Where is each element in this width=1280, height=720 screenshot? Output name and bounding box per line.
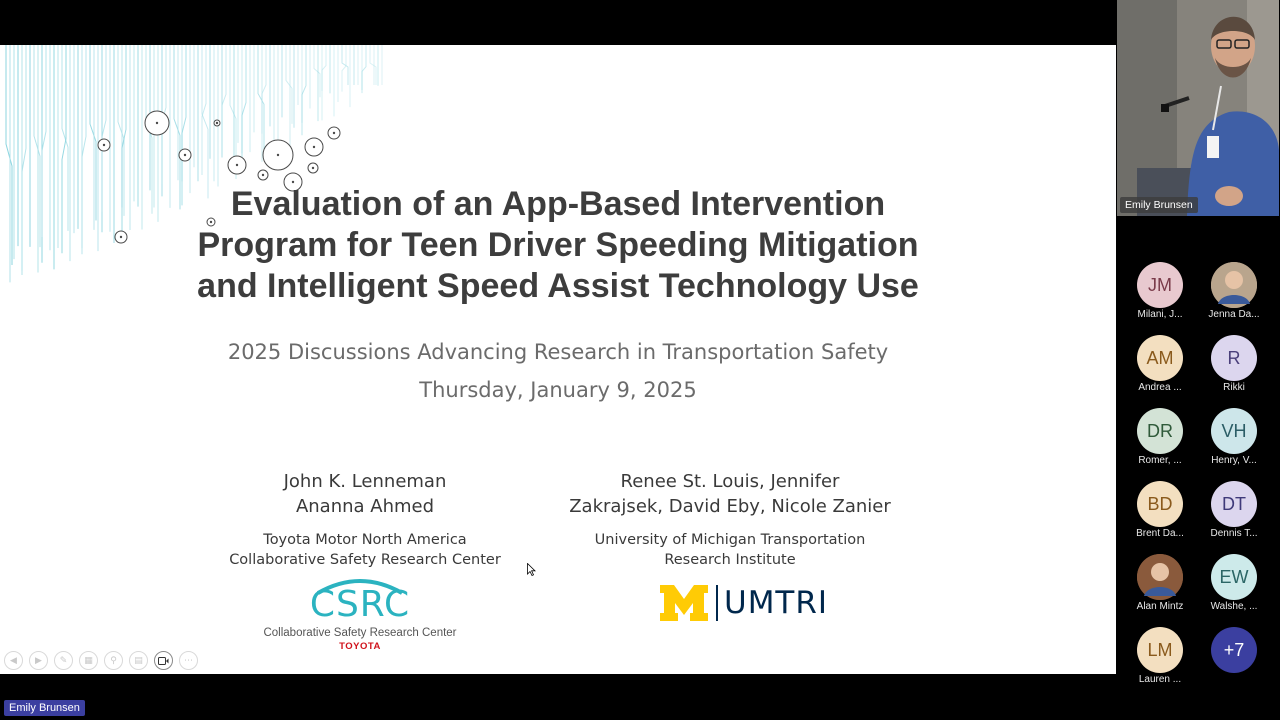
- csrc-logo: [250, 575, 470, 652]
- circuit-node-dot: [216, 122, 218, 124]
- camera-icon[interactable]: [154, 651, 173, 670]
- zoom-icon[interactable]: ⚲: [104, 651, 123, 670]
- author-line: John K. Lenneman: [283, 471, 447, 492]
- left-authors: [215, 469, 515, 519]
- presentation-slide: [0, 45, 1116, 674]
- subtitles-icon[interactable]: ▤: [129, 651, 148, 670]
- circuit-line: [342, 45, 348, 85]
- circuit-node-dot: [184, 154, 186, 156]
- participant-photo: [1211, 262, 1257, 308]
- participant-tile[interactable]: [1197, 554, 1271, 612]
- participants-panel: [1116, 0, 1280, 720]
- circuit-node-dot: [103, 144, 105, 146]
- participant-avatar: BD: [1137, 481, 1183, 527]
- circuit-line: [362, 45, 366, 93]
- csrc-wordmark: CSRC: [309, 584, 411, 625]
- umtri-wordmark: UMTRI: [724, 585, 829, 621]
- participant-avatar: DT: [1211, 481, 1257, 527]
- participant-name: Romer, ...: [1138, 455, 1182, 466]
- pen-icon[interactable]: ✎: [54, 651, 73, 670]
- participant-tile[interactable]: [1197, 262, 1271, 320]
- title-line: and Intelligent Speed Assist Technology Use: [197, 267, 919, 305]
- umtri-logo: [660, 583, 828, 623]
- participant-avatar: +7: [1211, 627, 1257, 673]
- participant-name: Jenna Da...: [1208, 309, 1260, 320]
- author-line: Ananna Ahmed: [295, 496, 435, 517]
- csrc-arc-icon: [310, 575, 410, 595]
- slide-subtitle: 2025 Discussions Advancing Research in Transportation Safety: [227, 340, 889, 364]
- circuit-line: [242, 45, 246, 173]
- circuit-line: [342, 45, 346, 92]
- participant-tile[interactable]: [1197, 335, 1271, 393]
- participant-avatar: DR: [1137, 408, 1183, 454]
- slideshow-toolbar: [4, 651, 198, 670]
- right-institution: [560, 530, 900, 570]
- circuit-line: [258, 45, 264, 153]
- next-icon[interactable]: ▶: [29, 651, 48, 670]
- participant-tile[interactable]: [1123, 554, 1197, 612]
- participant-name: Dennis T...: [1210, 528, 1258, 539]
- speaker-video[interactable]: [1117, 0, 1279, 216]
- participant-avatar: R: [1211, 335, 1257, 381]
- speaker-name-label: Emily Brunsen: [1120, 197, 1198, 213]
- institution-line: Collaborative Safety Research Center: [229, 552, 501, 568]
- circuit-node-dot: [333, 132, 335, 134]
- circuit-node-dot: [277, 154, 279, 156]
- circuit-line: [182, 45, 186, 205]
- circuit-line: [222, 45, 226, 154]
- slides-icon[interactable]: ▦: [79, 651, 98, 670]
- right-authors: [545, 469, 915, 519]
- institution-line: Research Institute: [664, 552, 796, 568]
- participant-name: Henry, V...: [1211, 455, 1257, 466]
- participant-avatar: JM: [1137, 262, 1183, 308]
- participant-name: Brent Da...: [1136, 528, 1184, 539]
- author-line: Renee St. Louis, Jennifer: [620, 471, 840, 492]
- participant-tile[interactable]: [1123, 262, 1197, 320]
- logo-divider: [716, 585, 718, 621]
- circuit-node-dot: [312, 167, 314, 169]
- participant-avatar: LM: [1137, 627, 1183, 673]
- slide-title: [0, 184, 1116, 307]
- block-m-icon: [660, 585, 708, 621]
- person-icon: [1137, 554, 1183, 600]
- participant-tile[interactable]: [1123, 408, 1197, 466]
- csrc-full-name: Collaborative Safety Research Center: [263, 627, 457, 639]
- participant-tile[interactable]: [1123, 481, 1197, 539]
- title-line: Program for Teen Driver Speeding Mitigation: [197, 226, 919, 264]
- circuit-line: [302, 45, 306, 135]
- circuit-node-dot: [262, 174, 264, 176]
- participant-avatar: AM: [1137, 335, 1183, 381]
- person-icon: [1211, 262, 1257, 308]
- circuit-node-dot: [236, 164, 238, 166]
- toyota-wordmark: TOYOTA: [339, 641, 381, 652]
- participant-tile[interactable]: [1197, 481, 1271, 539]
- participant-avatar: EW: [1211, 554, 1257, 600]
- left-institution: [205, 530, 525, 570]
- circuit-node-dot: [313, 146, 315, 148]
- institution-line: University of Michigan Transportation: [594, 532, 866, 548]
- author-line: Zakrajsek, David Eby, Nicole Zanier: [569, 496, 891, 517]
- participant-name: Lauren ...: [1138, 674, 1182, 685]
- circuit-node-dot: [156, 122, 158, 124]
- participant-photo: [1137, 554, 1183, 600]
- circuit-node-dot: [292, 181, 294, 183]
- participant-name: Andrea ...: [1138, 382, 1182, 393]
- institution-line: Toyota Motor North America: [263, 532, 467, 548]
- participant-tile[interactable]: [1123, 335, 1197, 393]
- participant-name: Milani, J...: [1137, 309, 1183, 320]
- participant-name: Walshe, ...: [1210, 601, 1258, 612]
- participant-avatar: VH: [1211, 408, 1257, 454]
- title-line: Evaluation of an App-Based Intervention: [230, 185, 886, 223]
- participant-tile[interactable]: [1197, 627, 1271, 673]
- circuit-line: [286, 45, 292, 124]
- slide-date: Thursday, January 9, 2025: [419, 378, 697, 402]
- previous-icon[interactable]: ◀: [4, 651, 23, 670]
- mouse-cursor-icon: [527, 563, 536, 576]
- circuit-line: [370, 45, 376, 85]
- circuit-line: [202, 45, 206, 175]
- presenter-name-label: Emily Brunsen: [4, 700, 85, 716]
- more-icon[interactable]: ⋯: [179, 651, 198, 670]
- participant-tile[interactable]: [1197, 408, 1271, 466]
- participant-name: Alan Mintz: [1136, 601, 1184, 612]
- participant-name: Rikki: [1223, 382, 1245, 393]
- circuit-line: [322, 45, 326, 91]
- speaker-video-frame: [1117, 0, 1279, 216]
- circuit-line: [314, 45, 320, 97]
- circuit-line: [202, 45, 208, 198]
- participant-tile[interactable]: [1123, 627, 1197, 685]
